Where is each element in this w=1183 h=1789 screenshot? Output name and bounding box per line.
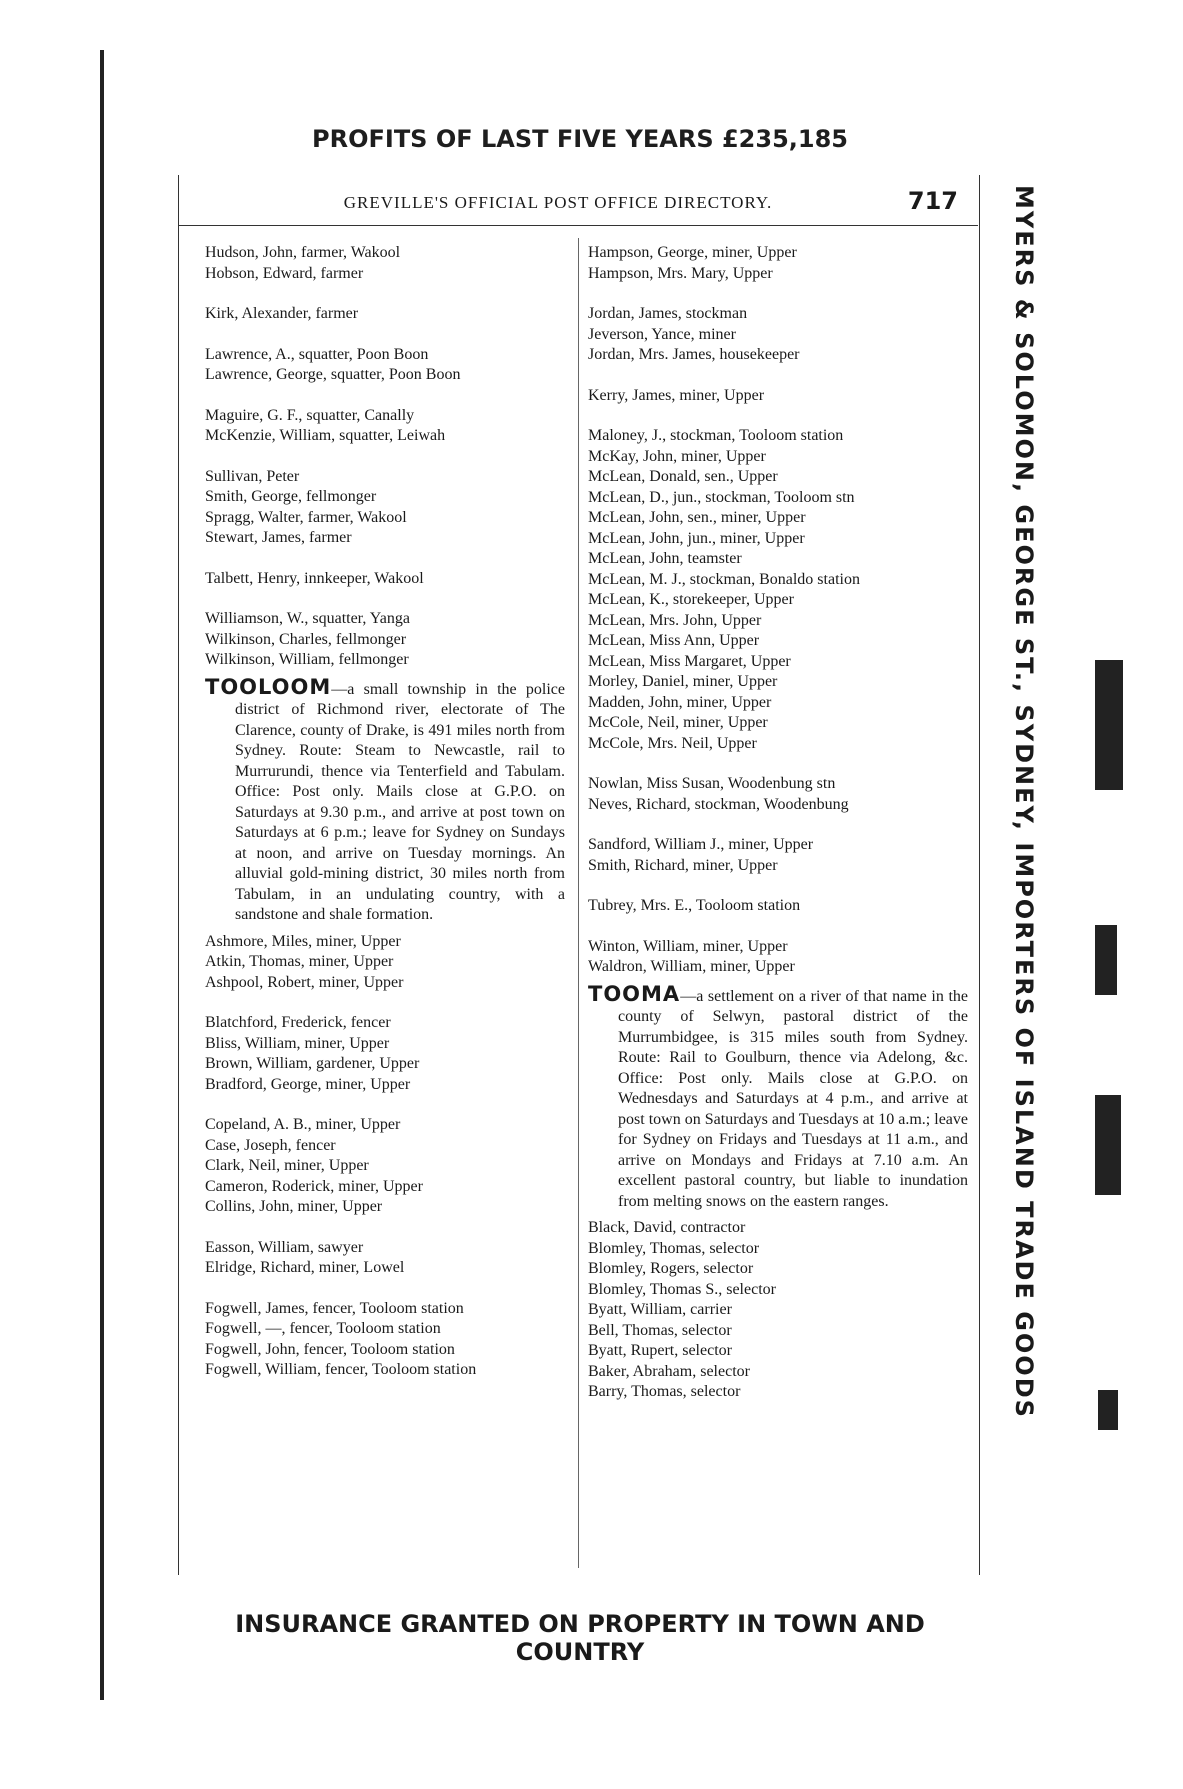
directory-entry: McLean, D., jun., stockman, Tooloom stn [588,488,855,506]
directory-entry: Wilkinson, William, fellmonger [205,651,409,668]
directory-entry: Fogwell, James, fencer, Tooloom station [205,1299,464,1317]
directory-entry: Waldron, William, miner, Upper [588,958,795,975]
side-advertisement: MYERS & SOLOMON, GEORGE ST., SYDNEY, IMPORTERS OF ISLAND TRADE GOODS [1010,185,1038,1419]
scan-artifact [1095,660,1123,790]
directory-entry: Collins, John, miner, Upper [205,1198,383,1215]
entry-gap [588,917,968,937]
column-divider [578,238,579,1568]
entry-gap [205,325,565,345]
directory-entry: Baker, Abraham, selector [588,1362,750,1380]
entry-gap [588,876,968,896]
tooma-text: —a settlement on a river of that name in the county of Selwyn, pastoral district of the Murrumbidgee, is 315 miles south from Sydney. Route: Rail to Goulburn, thence via Adelong, &c. Office: Post only. Mails close at G.P.O. on Wednesdays and Saturdays at 4 p.m., and arrive at post town on Saturdays and Tuesdays at 10 a.m.; leave for Sydney on Fridays and Tuesdays at 11 a.m., and arrive on Mondays and Fridays at 7.10 a.m. An excellent pastoral country, but liable to inundation from melting snows on the eastern ranges. [618,987,968,1210]
directory-entry: McLean, Miss Margaret, Upper [588,652,791,670]
directory-entry: McKenzie, William, squatter, Leiwah [205,427,446,444]
directory-entry: Nowlan, Miss Susan, Woodenbung stn [588,775,836,792]
directory-entry: Byatt, William, carrier [588,1301,732,1318]
entry-gap [588,284,968,304]
directory-entry: Blatchford, Frederick, fencer [205,1014,391,1031]
directory-entry: Winton, William, miner, Upper [588,937,788,955]
directory-entry: Fogwell, John, fencer, Tooloom station [205,1340,455,1358]
directory-entry: Elridge, Richard, miner, Lowel [205,1259,405,1276]
directory-title: GREVILLE'S OFFICIAL POST OFFICE DIRECTORY. [343,193,773,212]
entry-gap [205,1218,565,1238]
directory-entry: Sandford, William J., miner, Upper [588,836,814,853]
top-banner: PROFITS OF LAST FIVE YEARS £235,185 [312,125,848,153]
directory-entry: Blomley, Rogers, selector [588,1260,754,1277]
directory-entry: Hobson, Edward, farmer [205,264,364,282]
directory-entry: Barry, Thomas, selector [588,1383,741,1400]
directory-entry: Fogwell, William, fencer, Tooloom station [205,1361,477,1378]
tooma-heading: TOOMA [588,981,681,1006]
directory-entry: Smith, George, fellmonger [205,488,377,505]
entry-gap [205,1095,565,1115]
directory-entry: Atkin, Thomas, miner, Upper [205,953,394,970]
directory-entry: Ashmore, Miles, miner, Upper [205,932,401,950]
entry-gap [205,589,565,609]
tooloom-heading: TOOLOOM [205,674,332,699]
tooloom-description [205,674,565,926]
right-entries-bottom [588,1218,968,1403]
left-column [205,243,565,1381]
directory-entry: Blomley, Thomas S., selector [588,1280,776,1298]
directory-entry: Easson, William, sawyer [205,1238,364,1256]
entry-gap [205,284,565,304]
directory-entry: McLean, Miss Ann, Upper [588,632,760,649]
directory-entry: Maguire, G. F., squatter, Canally [205,406,415,424]
entry-gap [588,754,968,774]
right-column [588,243,968,1403]
entry-gap [205,386,565,406]
scan-edge-rule [100,50,104,1700]
directory-entry: Blomley, Thomas, selector [588,1239,760,1257]
bottom-banner: INSURANCE GRANTED ON PROPERTY IN TOWN AND COUNTRY [235,1610,925,1666]
directory-entry: Jordan, Mrs. James, housekeeper [588,346,800,363]
directory-entry: Lawrence, A., squatter, Poon Boon [205,345,429,363]
directory-entry: McKay, John, miner, Upper [588,447,766,465]
directory-entry: Spragg, Walter, farmer, Wakool [205,508,407,526]
directory-entry: Brown, William, gardener, Upper [205,1055,420,1072]
directory-entry: Lawrence, George, squatter, Poon Boon [205,366,461,383]
entry-gap [205,1279,565,1299]
directory-entry: Jeverson, Yance, miner [588,325,736,343]
directory-entry: Fogwell, —, fencer, Tooloom station [205,1320,441,1337]
directory-entry: Madden, John, miner, Upper [588,693,772,711]
right-entries-top [588,243,968,978]
page-number: 717 [907,187,958,215]
entry-gap [205,447,565,467]
tooma-description [588,981,968,1213]
directory-entry: Kerry, James, miner, Upper [588,386,765,404]
directory-entry: McLean, Mrs. John, Upper [588,611,762,629]
directory-entry: McLean, John, teamster [588,550,742,567]
directory-entry: Hudson, John, farmer, Wakool [205,244,401,261]
scan-artifact [1098,1390,1118,1430]
directory-entry: Bell, Thomas, selector [588,1321,732,1339]
directory-entry: Cameron, Roderick, miner, Upper [205,1177,423,1195]
directory-entry: Tubrey, Mrs. E., Tooloom station [588,897,801,914]
directory-entry: Hampson, Mrs. Mary, Upper [588,264,773,282]
entry-gap [205,993,565,1013]
entry-gap [588,366,968,386]
tooloom-text: —a small township in the police district of Richmond river, electorate of The Clarence, county of Drake, is 491 miles north from Sydney. Route: Steam to Newcastle, rail to Murrurundi, thence via Tenterfield and Tabulam. Office: Post only. Mails close at G.P.O. on Saturdays at 9.30 p.m., and arrive at post town on Saturdays at 6 p.m.; leave for Sydney on Sundays at noon, and arrive on Tuesday mornings. An alluvial gold-mining district, 30 miles north from Tabulam, in an undulating country, with a sandstone and shale formation. [235,680,565,923]
directory-entry: McLean, John, jun., miner, Upper [588,529,805,547]
directory-entry: Sullivan, Peter [205,467,300,485]
entry-gap [205,549,565,569]
directory-entry: Neves, Richard, stockman, Woodenbung [588,795,849,813]
directory-entry: Case, Joseph, fencer [205,1136,336,1154]
page-header [178,185,978,226]
directory-entry: Clark, Neil, miner, Upper [205,1157,369,1174]
directory-entry: McLean, Donald, sen., Upper [588,468,778,485]
entry-gap [588,815,968,835]
directory-entry: Bliss, William, miner, Upper [205,1034,390,1052]
directory-entry: Ashpool, Robert, miner, Upper [205,973,404,991]
directory-entry: Stewart, James, farmer [205,529,352,546]
directory-entry: Jordan, James, stockman [588,305,748,322]
directory-entry: McLean, M. J., stockman, Bonaldo station [588,570,860,588]
left-entries-bottom [205,932,565,1381]
directory-entry: McCole, Neil, miner, Upper [588,714,768,731]
directory-entry: Maloney, J., stockman, Tooloom station [588,427,844,444]
directory-entry: Kirk, Alexander, farmer [205,305,359,322]
directory-entry: Smith, Richard, miner, Upper [588,856,778,874]
scan-artifact [1095,1095,1121,1195]
entry-gap [588,406,968,426]
directory-entry: McCole, Mrs. Neil, Upper [588,734,757,752]
directory-entry: Byatt, Rupert, selector [588,1342,732,1359]
directory-entry: Black, David, contractor [588,1219,746,1236]
directory-entry: Bradford, George, miner, Upper [205,1075,411,1093]
directory-entry: McLean, K., storekeeper, Upper [588,591,794,608]
directory-entry: Talbett, Henry, innkeeper, Wakool [205,569,424,587]
directory-entry: Williamson, W., squatter, Yanga [205,610,410,627]
directory-entry: Morley, Daniel, miner, Upper [588,673,778,690]
directory-entry: Copeland, A. B., miner, Upper [205,1116,401,1133]
directory-entry: Hampson, George, miner, Upper [588,244,797,261]
scan-artifact [1095,925,1117,995]
left-entries-top [205,243,565,671]
directory-entry: McLean, John, sen., miner, Upper [588,509,806,526]
directory-entry: Wilkinson, Charles, fellmonger [205,630,407,648]
